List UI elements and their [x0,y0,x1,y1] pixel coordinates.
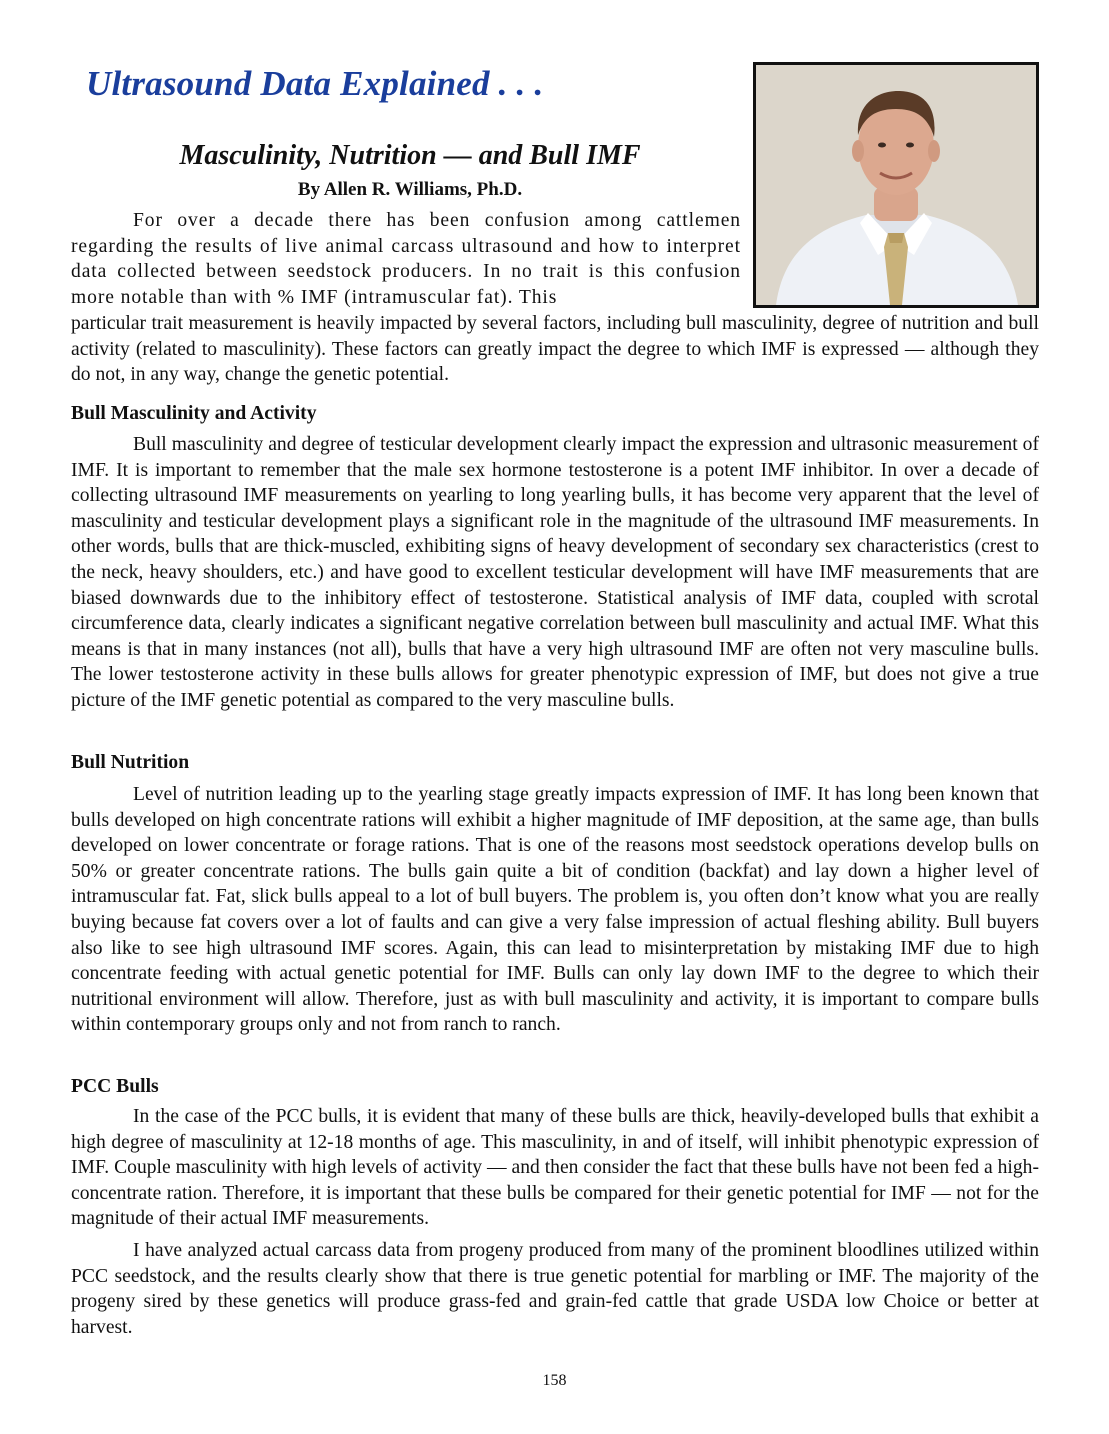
nutrition-section [71,782,1039,1038]
pcc-paragraph-1: In the case of the PCC bulls, it is evident that many of these bulls are thick, heavily-developed bulls that exhibit a high degree of masculinity at 12-18 months of age. This masculinity, in and of itself, will inhibit phenotypic expression of IMF. Couple masculinity with high levels of activity — and then consider the fact that these bulls have not been fed a high-concentrate ration. Therefore, it is important that these bulls be compared for their genetic potential for IMF — not for the magnitude of their actual IMF measurements. [71,1106,1039,1230]
pcc-paragraph-2: I have analyzed actual carcass data from progeny produced from many of the prominent bloodlines utilized within PCC seedstock, and the results clearly show that there is true genetic potential for marbling or IMF. The majority of the progeny sired by these genetics will produce grass-fed and grain-fed cattle that grade USDA low Choice or better at harvest. [71,1240,1039,1338]
byline: By Allen R. Williams, Ph.D. [297,179,523,200]
nutrition-paragraph: Level of nutrition leading up to the yearling stage greatly impacts expression of IMF. It has long been known that bulls developed on high concentrate rations will exhibit a higher magnitude of IMF deposition, at the same age, than bulls developed on lower concentrate or forage rations. That is one of the reasons most seedstock operations develop bulls on 50% or greater concentrate rations. The bulls gain quite a bit of condition (backfat) and lay down a higher level of intramuscular fat. Fat, slick bulls appeal to a lot of bull buyers. The problem is, you often don’t know what you are really buying because fat covers over a lot of faults and can give a very false impression of actual fleshing ability. Bull buyers also like to see high ultrasound IMF scores. Again, this can lead to misinterpretation by mistaking IMF due to high concentrate feeding with actual genetic potential for IMF. Bulls can only lay down IMF to the degree to which their nutritional environment will allow. Therefore, just as with bull masculinity and activity, it is important to compare bulls within contemporary groups only and not from ranch to ranch. [71,784,1039,1036]
heading-pcc-bulls: PCC Bulls [71,1076,159,1097]
intro-wrapped-text: For over a decade there has been confusion among cattlemen regarding the results of live animal carcass ultrasound and how to interpret data collected between seedstock producers. In no trait is this confusion more notable than with % IMF (intramuscular fat). This [71,210,741,308]
intro-continued-paragraph [71,311,1039,388]
intro-wrapped-paragraph [71,208,741,310]
pcc-section [71,1104,1039,1232]
masculinity-paragraph: Bull masculinity and degree of testicular development clearly impact the expression and ultrasonic measurement of IMF. It is important to remember that the male sex hormone testosterone is a potent IMF inhibitor. In over a decade of collecting ultrasound IMF measurements on yearling to long yearling bulls, it has become very apparent that the level of masculinity and testicular development plays a significant role in the magnitude of the ultrasound IMF measurements. In other words, bulls that are thick-muscled, exhibiting signs of heavy development of secondary sex characteristics (crest to the neck, heavy shoulders, etc.) and have good to excellent testicular development will have IMF measurements that are biased downwards due to the inhibitory effect of testosterone. Statistical analysis of IMF data, coupled with scrotal circumference data, clearly indicates a significant negative correlation between bull masculinity and actual IMF. What this means is that in many instances (not all), bulls that have a very high ultrasound IMF are often not very masculine bulls. The lower testosterone activity in these bulls allows for greater phenotypic expression of IMF, but does not give a true picture of the IMF genetic potential as compared to the very masculine bulls. [71,434,1039,711]
article-title: Masculinity, Nutrition — and Bull IMF [179,140,641,171]
page-number: 158 [542,1372,567,1389]
heading-bull-nutrition: Bull Nutrition [71,752,190,773]
masculinity-section [71,432,1039,714]
section-title: Ultrasound Data Explained . . . [86,64,544,103]
pcc-section-2 [71,1238,1039,1340]
intro-continued-text: particular trait measurement is heavily impacted by several factors, including bull masculinity, degree of nutrition and bull activity (related to masculinity). These factors can greatly impact the degree to which IMF is expressed — although they do not, in any way, change the genetic potential. [71,313,1039,386]
author-portrait-illustration [756,65,1036,305]
author-photo [753,62,1039,308]
heading-bull-masculinity: Bull Masculinity and Activity [71,403,317,424]
